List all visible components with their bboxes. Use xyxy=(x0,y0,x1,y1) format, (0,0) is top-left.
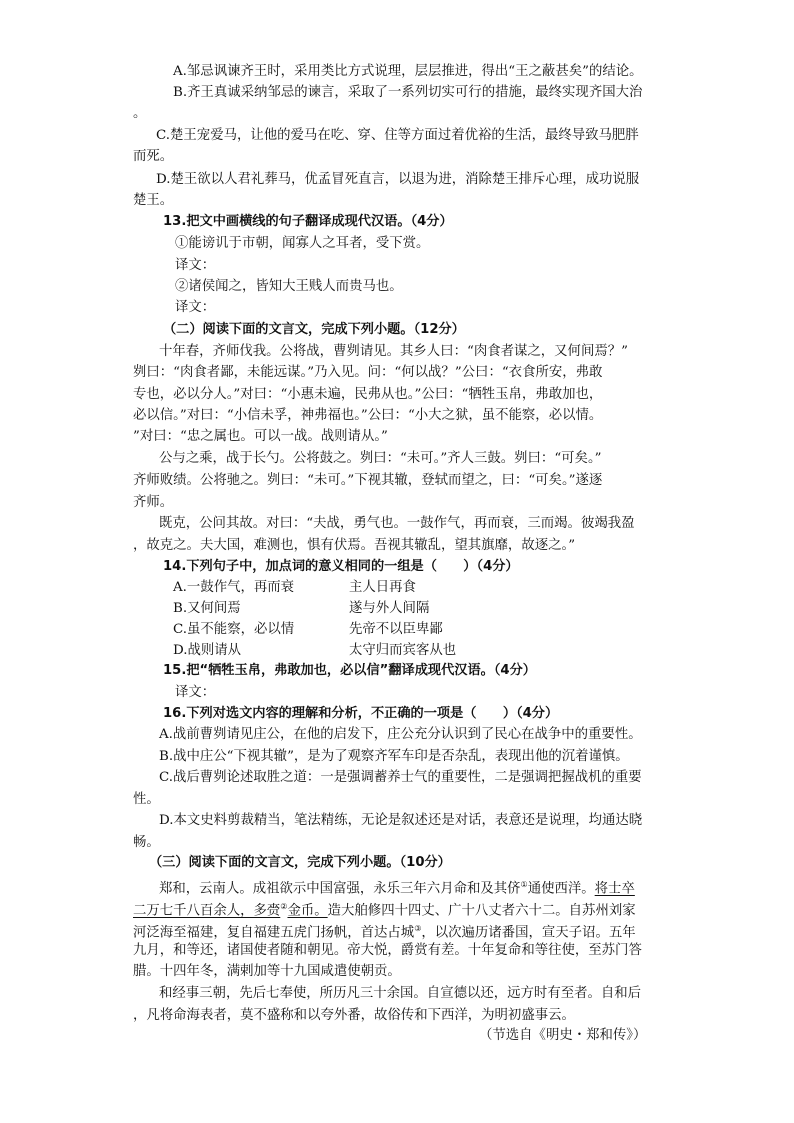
q16-title: 16.下列对选文内容的理解和分析，不正确的一项是（ ）（4分） xyxy=(163,706,559,721)
underlined-sentence: 金币。 xyxy=(287,903,328,919)
footnote-marker: ② xyxy=(280,902,288,911)
section-3-para-1-line-5: 腊。十四年冬，满剌加等十九国咸遣使朝贡。 xyxy=(133,964,401,979)
q14-option-c-left: C.虽不能察，必以情 xyxy=(173,622,295,637)
q16-option-d-cont: 畅。 xyxy=(133,835,160,850)
q14-option-d-left: D.战则请从 xyxy=(173,643,242,658)
section-2-para-3-line: 既克，公问其故。对曰：“夫战，勇气也。一鼓作气，再而衰，三而竭。彼竭我盈 xyxy=(159,516,635,531)
section-2-para-3-line: ，故克之。夫大国，难测也，惧有伏焉。吾视其辙乱，望其旗靡，故逐之。” xyxy=(133,538,576,553)
q14-option-a-left: A.一鼓作气，再而衰 xyxy=(173,580,295,595)
q13-sentence-2: ②诸侯闻之，皆知大王贱人而贵马也。 xyxy=(175,279,403,294)
q12-option-a: A.邹忌讽谏齐王时，采用类比方式说理，层层推进，得出“王之蔽甚矣”的结论。 xyxy=(173,64,643,79)
q16-option-d: D.本文史料剪裁精当，笔法精练，无论是叙述还是对话，表意还是说理，均通达晓 xyxy=(159,813,643,828)
section-2-para-2-line: 齐师败绩。公将驰之。刿曰：“未可。”下视其辙，登轼而望之，曰：“可矣。”遂逐 xyxy=(133,473,603,488)
q12-option-b: B.齐王真诚采纳邹忌的谏言，采取了一系列切实可行的措施，最终实现齐国大治 xyxy=(173,85,643,100)
section-3-para-1-line-3 xyxy=(133,919,636,943)
section-2-para-1-line: 专也，必以分人。”对曰：“小惠未遍，民弗从也。”公曰：“牺牲玉帛，弗敢加也， xyxy=(133,387,603,402)
q16-option-a: A.战前曹刿请见庄公，在他的启发下，庄公充分认识到了民心在战争中的重要性。 xyxy=(159,727,642,742)
underlined-sentence: 二万七千八百余人，多赍 xyxy=(133,903,281,919)
section-2-para-2-line: 公与之乘，战于长勺。公将鼓之。刿曰：“未可。”齐人三鼓。刿曰：“可矣。” xyxy=(159,451,602,466)
q12-option-c: C.楚王宠爱马，让他的爱马在吃、穿、住等方面过着优裕的生活，最终导致马肥胖 xyxy=(156,128,639,143)
section-2-para-1-line: 刿曰：“肉食者鄙，未能远谋。”乃入见。问：“何以战？”公曰：“衣食所安，弗敢 xyxy=(133,365,603,380)
q12-option-c-cont: 而死。 xyxy=(133,149,174,164)
q13-sentence-1: ①能谤讥于市朝，闻寡人之耳者，受下赏。 xyxy=(175,236,430,251)
footnote-marker: ③ xyxy=(414,924,422,933)
q14-option-d-right: 太守归而宾客从也 xyxy=(349,643,457,658)
q15-translation-label: 译文： xyxy=(175,685,216,700)
q13-translation-1-label: 译文： xyxy=(175,258,216,273)
text-segment: 河泛海至福建，复自福建五虎门扬帆，首达占城 xyxy=(133,925,415,941)
section-2-para-1-line: ”对曰：“忠之属也。可以一战。战则请从。” xyxy=(133,429,388,444)
q13-translation-2-label: 译文： xyxy=(175,300,216,315)
section-3-para-1-line-1 xyxy=(159,875,635,899)
section-3-title: （三）阅读下面的文言文，完成下列小题。（10分） xyxy=(149,855,451,870)
section-2-para-1-line: 必以信。”对曰：“小信未孚，神弗福也。”公曰：“小大之狱，虽不能察，必以情。 xyxy=(133,408,603,423)
text-segment: 通使西洋。 xyxy=(527,881,595,897)
text-segment: 造大舶修四十四丈、广十八丈者六十二。 xyxy=(327,903,569,919)
section-3-para-1-line-4: 九月，和等还，诸国使者随和朝见。帝大悦，爵赏有差。十年复命和等往使，至苏门答 xyxy=(133,943,642,958)
section-3-para-2-line: ，凡将命海表者，莫不盛称和以夸外番，故俗传和下西洋，为明初盛事云。 xyxy=(133,1008,575,1023)
q16-option-c-cont: 性。 xyxy=(133,792,160,807)
q14-option-a-right: 主人日再食 xyxy=(349,580,416,595)
underlined-sentence: 将士卒 xyxy=(594,881,635,897)
q15-title: 15.把“牺牲玉帛，弗敢加也，必以信”翻译成现代汉语。（4分） xyxy=(163,663,536,678)
footnote-marker: ① xyxy=(520,880,528,889)
q14-option-b-right: 遂与外人间隔 xyxy=(349,601,430,616)
text-segment: 自苏州刘家 xyxy=(568,903,636,919)
source-citation: （节选自《明史・郑和传》） xyxy=(479,1028,647,1043)
q16-option-b: B.战中庄公“下视其辙”，是为了观察齐军车印是否杂乱，表现出他的沉着谨慎。 xyxy=(159,749,629,764)
text-segment: ，以次遍历诸番国，宣天子诏。五年 xyxy=(421,925,636,941)
section-2-para-1-line: 十年春，齐师伐我。公将战，曹刿请见。其乡人曰：“肉食者谋之，又何间焉？” xyxy=(159,344,628,359)
section-3-para-1-line-2 xyxy=(133,897,636,921)
q12-option-b-cont: 。 xyxy=(133,106,147,121)
text-segment: 郑和，云南人。成祖欲示中国富强，永乐三年六月命和及其侪 xyxy=(159,881,521,897)
q14-title: 14.下列句子中，加点词的意义相同的一组是（ ）（4分） xyxy=(163,559,519,574)
section-3-para-2-line: 和经事三朝，先后七奉使，所历凡三十余国。自宣德以还，远方时有至者。自和后 xyxy=(159,986,642,1001)
q12-option-d-cont: 楚王。 xyxy=(133,193,174,208)
q13-title: 13.把文中画横线的句子翻译成现代汉语。（4分） xyxy=(163,214,453,229)
section-2-title: （二）阅读下面的文言文，完成下列小题。（12分） xyxy=(163,322,465,337)
q14-option-b-left: B.又何间焉 xyxy=(173,601,241,616)
q16-option-c: C.战后曹刿论述取胜之道：一是强调蓄养士气的重要性，二是强调把握战机的重要 xyxy=(159,770,642,785)
section-2-para-2-line: 齐师。 xyxy=(133,495,174,510)
q12-option-d: D.楚王欲以人君礼葬马，优孟冒死直言，以退为进，消除楚王排斥心理，成功说服 xyxy=(156,172,640,187)
q14-option-c-right: 先帝不以臣卑鄙 xyxy=(349,622,443,637)
